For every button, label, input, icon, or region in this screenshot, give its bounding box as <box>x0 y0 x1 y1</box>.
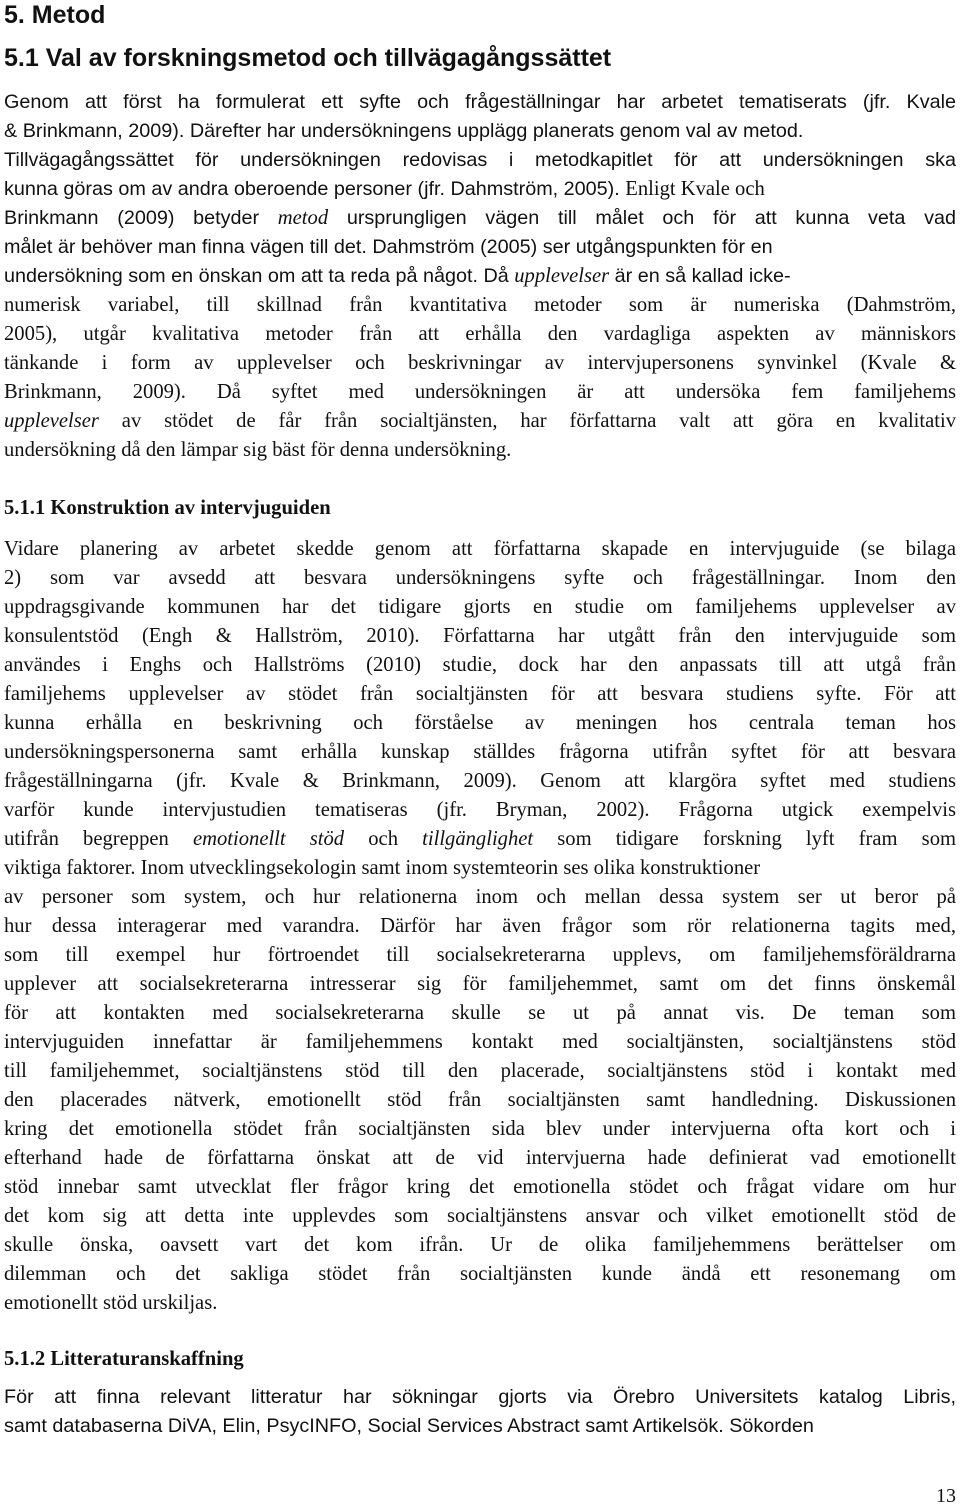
text-segment: Vidare planering av arbetet skedde genom att författarna skapade en intervjuguide (se bilaga <box>4 538 956 560</box>
text-line <box>4 709 956 737</box>
text-line <box>4 378 956 406</box>
text-segment: 2) som var avsedd att besvara undersökningens syfte och frågeställningar. Inom den <box>4 567 956 589</box>
text-segment: till familjehemmet, socialtjänstens stöd till den placerade, socialtjänstens stöd i kontakt med <box>4 1060 956 1082</box>
text-segment: emotionellt stöd urskiljas. <box>4 1292 218 1314</box>
text-segment: emotionellt stöd <box>192 828 345 850</box>
text-line <box>4 407 956 435</box>
subsection-heading-literature: 5.1.2 Litteraturanskaffning <box>4 1348 244 1370</box>
text-line <box>4 651 956 679</box>
text-segment: dilemman och det sakliga stödet från socialtjänsten kunde ändå ett resonemang om <box>4 1263 956 1285</box>
text-line <box>4 854 956 882</box>
text-segment: målet är behöver man finna vägen till det. Dahmström (2005) ser utgångspunkten för en <box>4 236 773 258</box>
page-number: 13 <box>936 1485 956 1507</box>
text-line <box>4 622 956 650</box>
text-segment: tillgänglighet <box>422 828 534 850</box>
text-line <box>4 999 956 1027</box>
text-segment: utifrån begreppen <box>4 828 193 850</box>
text-line <box>4 1086 956 1114</box>
text-segment: samt databaserna DiVA, Elin, PsycINFO, Social Services Abstract samt Artikelsök. Sökorden <box>4 1415 814 1437</box>
text-segment: användes i Enghs och Hallströms (2010) studie, dock har den anpassats till att utgå från <box>4 654 956 676</box>
text-line <box>4 233 956 261</box>
text-line <box>4 436 956 464</box>
text-segment: tänkande i form av upplevelser och beskrivningar av intervjupersonens synvinkel (Kvale & <box>4 352 956 374</box>
text-segment: undersökning som en önskan om att ta reda på något. Då <box>4 265 515 287</box>
text-line <box>4 564 956 592</box>
text-line <box>4 204 956 232</box>
text-segment: kring det emotionella stödet från socialtjänsten sida blev under intervjuerna ofta kort och i <box>4 1118 956 1140</box>
text-segment: intervjuguiden innefattar är familjehemmens kontakt med socialtjänsten, socialtjänstens stöd <box>4 1031 956 1053</box>
text-line <box>4 1260 956 1288</box>
text-line <box>4 262 956 290</box>
text-segment: undersökningspersonerna samt erhålla kunskap ställdes frågorna utifrån syftet för att besvara <box>4 741 956 763</box>
text-segment: den placerades nätverk, emotionellt stöd från socialtjänsten samt handledning. Diskussionen <box>4 1089 956 1111</box>
text-line <box>4 146 956 174</box>
text-line <box>4 535 956 563</box>
text-line <box>4 291 956 319</box>
text-line <box>4 1202 956 1230</box>
text-line <box>4 1231 956 1259</box>
text-line <box>4 767 956 795</box>
text-line <box>4 175 956 203</box>
text-line <box>4 593 956 621</box>
text-segment: frågeställningarna (jfr. Kvale & Brinkmann, 2009). Genom att klargöra syftet med studiens <box>4 770 956 792</box>
text-segment: Tillvägagångssättet för undersökningen redovisas i metodkapitlet för att undersökningen ska <box>4 149 956 171</box>
text-segment: familjehems upplevelser av stödet från socialtjänsten för att besvara studiens syfte. För att <box>4 683 956 705</box>
text-segment: för att kontakten med socialsekreterarna skulle se ut på annat vis. De teman som <box>4 1002 956 1024</box>
text-line <box>4 1144 956 1172</box>
text-segment: av personer som system, och hur relationerna inom och mellan dessa system ser ut beror på <box>4 886 956 908</box>
text-segment: 2005), utgår kvalitativa metoder från att erhålla den vardagliga aspekten av människors <box>4 323 956 345</box>
text-segment: och <box>344 828 423 850</box>
text-segment: upplevelser <box>514 265 610 287</box>
text-segment: konsulentstöd (Engh & Hallström, 2010). Författarna har utgått från den intervjuguide som <box>4 625 956 647</box>
text-segment: efterhand hade de författarna önskat att de vid intervjuerna hade definierat vad emotionellt <box>4 1147 956 1169</box>
text-line <box>4 88 956 116</box>
text-segment: uppdragsgivande kommunen har det tidigare gjorts en studie om familjehems upplevelser av <box>4 596 956 618</box>
text-line <box>4 738 956 766</box>
text-line <box>4 912 956 940</box>
text-line <box>4 941 956 969</box>
text-segment: upplever att socialsekreterarna intresserar sig för familjehemmet, samt om det finns önskemål <box>4 973 956 995</box>
text-segment: som tidigare forskning lyft fram som <box>533 828 957 850</box>
text-segment: upplevelser <box>4 410 99 432</box>
text-segment: hur dessa interagerar med varandra. Därför har även frågor som rör relationerna tagits med, <box>4 915 956 937</box>
text-segment: numerisk variabel, till skillnad från kvantitativa metoder som är numeriska (Dahmström, <box>4 294 956 316</box>
subsection-heading-interview-guide: 5.1.1 Konstruktion av intervjuguiden <box>4 497 331 519</box>
text-segment: stöd innebar samt utvecklat fler frågor kring det emotionella stödet och frågat vidare om hur <box>4 1176 956 1198</box>
text-segment: kunna göras om av andra oberoende personer (jfr. Dahmström, 2005). <box>4 178 626 200</box>
text-segment: För att finna relevant litteratur har sökningar gjorts via Örebro Universitets katalog Libris, <box>4 1386 956 1408</box>
text-segment: det kom sig att detta inte upplevdes som socialtjänstens ansvar och vilket emotionellt stöd de <box>4 1205 956 1227</box>
text-line <box>4 1115 956 1143</box>
section-heading: 5.1 Val av forskningsmetod och tillvägagångssättet <box>4 44 612 72</box>
text-line <box>4 1412 956 1440</box>
text-line <box>4 1028 956 1056</box>
text-line <box>4 680 956 708</box>
text-segment: Genom att först ha formulerat ett syfte och frågeställningar har arbetet tematiserats (jfr. Kvale <box>4 91 956 113</box>
text-segment: viktiga faktorer. Inom utvecklingsekologin samt inom systemteorin ses olika konstruktioner <box>4 857 761 879</box>
text-segment: skulle önska, oavsett vart det kom ifrån. Ur de olika familjehemmens berättelser om <box>4 1234 956 1256</box>
text-line <box>4 117 956 145</box>
text-line <box>4 883 956 911</box>
text-segment: & Brinkmann, 2009). Därefter har undersökningens upplägg planerats genom val av metod. <box>4 120 804 142</box>
text-segment: varför kunde intervjustudien tematiseras (jfr. Bryman, 2002). Frågorna utgick exempelvis <box>4 799 956 821</box>
text-line <box>4 825 956 853</box>
text-segment: Brinkmann (2009) betyder <box>4 207 278 229</box>
text-segment: kunna erhålla en beskrivning och förståelse av meningen hos centrala teman hos <box>4 712 956 734</box>
text-line <box>4 970 956 998</box>
text-segment: är en så kallad icke- <box>609 265 791 287</box>
text-line <box>4 796 956 824</box>
text-segment: Brinkmann, 2009). Då syftet med undersökningen är att undersöka fem familjehems <box>4 381 956 403</box>
text-line <box>4 1173 956 1201</box>
text-line <box>4 1057 956 1085</box>
text-segment: som till exempel hur förtroendet till socialsekreterarna upplevs, om familjehemsföräldrarna <box>4 944 956 966</box>
text-line <box>4 1383 956 1411</box>
text-segment: av stödet de får från socialtjänsten, har författarna valt att göra en kvalitativ <box>98 410 956 432</box>
text-line <box>4 320 956 348</box>
text-line <box>4 1289 956 1317</box>
chapter-heading: 5. Metod <box>4 1 106 29</box>
text-segment: Enligt Kvale och <box>625 178 765 200</box>
text-segment: ursprungligen vägen till målet och för att kunna veta vad <box>328 207 956 229</box>
text-segment: metod <box>277 207 329 229</box>
text-line <box>4 349 956 377</box>
text-segment: undersökning då den lämpar sig bäst för denna undersökning. <box>4 439 512 461</box>
